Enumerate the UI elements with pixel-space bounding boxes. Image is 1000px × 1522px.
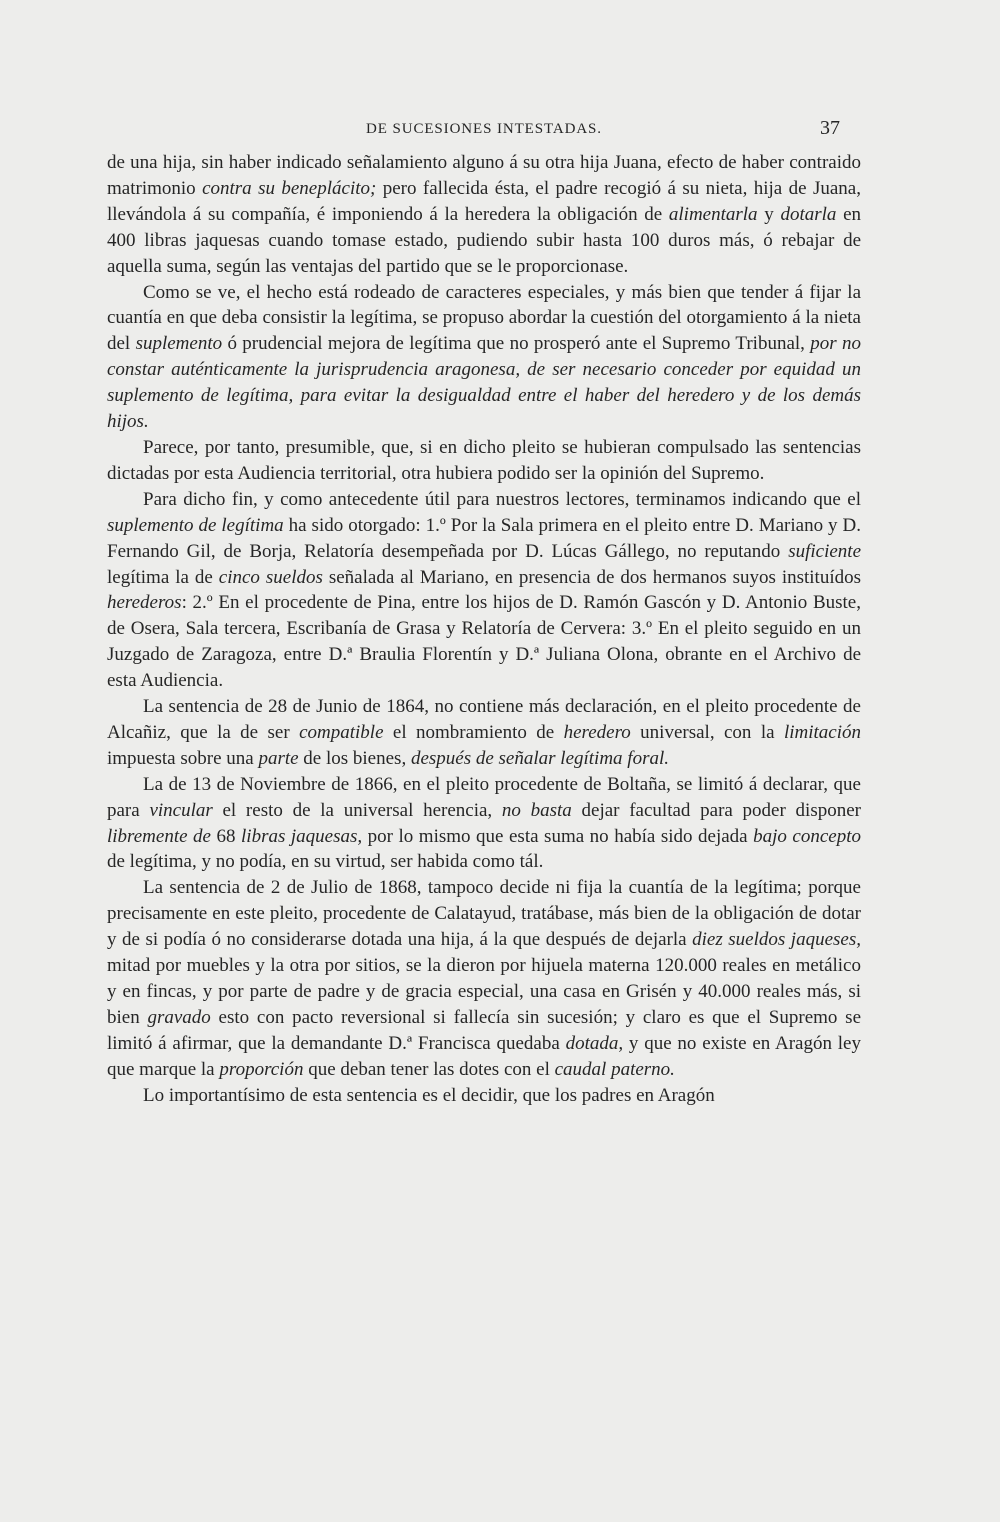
running-title: DE SUCESIONES INTESTADAS. [366,121,602,137]
text-run: de los bienes, [298,747,411,769]
paragraph [107,875,861,1082]
text-run: el nombramiento de [383,721,564,743]
text-run: el resto de la universal herencia, [212,799,502,821]
text-run: Parece, por tanto, presumible, que, si en dicho pleito se hubieran compulsado las sentencias dictadas por esta Audiencia territorial, otra hubiera podido ser la opinión del Supremo. [107,436,861,484]
italic-run: gravado [147,1006,211,1028]
text-run: por lo mismo que esta suma no había sido dejada [362,825,754,847]
text-run: impuesta sobre una [107,747,259,769]
text-run: señalada al Mariano, en presencia de dos hermanos suyos instituídos [322,566,862,588]
text-run: en 400 libras jaquesas cuando tomase estado, pudiendo subir hasta 100 duros más, ó rebajar de aquella suma, según las ventajas del partido que se le proporcionase. [107,203,862,277]
italic-run: dotarla [780,203,837,225]
text-run: mitad por muebles y la otra por sitios, se la dieron por hijuela materna 120.000 reales en metálico y en fincas, y por parte de padre y de gracia especial, una casa en Grisén y 40.000 reales más, si bien [107,955,861,1028]
italic-run: bajo concepto [753,825,862,847]
text-run: que deban tener las dotes con el [303,1058,555,1080]
italic-run: vincular [149,799,213,821]
italic-run: heredero [563,721,631,743]
text-run: ó prudencial mejora de legítima que no prosperó ante el Supremo Tribunal, [222,333,811,355]
italic-run: diez sueldos jaqueses, [692,929,861,951]
paragraph [107,435,861,487]
paragraph [107,694,861,772]
paragraph [107,280,861,435]
italic-run: dotada, [565,1032,624,1054]
italic-run: limitación [783,721,861,743]
paragraph [107,1083,861,1109]
italic-run: libras jaquesas, [241,825,363,847]
text-run: y que no existe en Aragón ley que marque la [107,1032,861,1080]
text-run: de una hija, sin haber indicado señalamiento alguno á su otra hija Juana, efecto de haber contraido matrimonio [107,152,861,199]
text-run: Como se ve, el hecho está rodeado de caracteres especiales, y más bien que tender á fijar la cuantía en que deba consistir la legítima, se propuso abordar la cuestión del otorgamiento á la nieta del [107,281,861,355]
paragraph [107,150,861,280]
text-run: pero fallecida ésta, el padre recogió á su nieta, hija de Juana, llevándola á su compañía, é imponiendo á la heredera la obligación de [107,177,861,225]
text-run: y [757,203,781,225]
italic-run: compatible [299,721,384,743]
text-run: ha sido otorgado: 1.º Por la Sala primera en el pleito entre D. Mariano y D. Fernando Gil, de Borja, Relatoría desempeñada por D. Lúcas Gállego, no reputando [107,514,861,562]
italic-run: proporción [219,1058,304,1080]
italic-run: alimentarla [668,203,758,225]
text-run: universal, con la [630,721,784,743]
text-run: : 2.º En el procedente de Pina, entre los hijos de D. Ramón Gascón y D. Antonio Buste, de Osera, Sala tercera, Escribanía de Grasa y Relatoría de Cervera: 3.º En el pleito seguido en un Juzgado de Zaragoza, entre D.ª Braulia Florentín y D.ª Juliana Olona, obrante en el Archivo de esta Audiencia. [107,592,861,692]
italic-run: contra su beneplácito; [202,177,377,199]
text-run: de legítima, y no podía, en su virtud, ser habida como tál. [107,851,544,873]
italic-run: suplemento [135,333,223,355]
italic-run: parte [258,747,299,769]
paragraph [107,487,861,694]
italic-run: suplemento de legítima [107,514,284,536]
text-run: La sentencia de 2 de Julio de 1868, tampoco decide ni fija la cuantía de la legítima; porque precisamente en este pleito, procedente de Calatayud, tratábase, más bien de la obligación de dotar y de si podía ó no considerarse dotada una hija, á la que después de dejarla [107,877,861,951]
italic-run: libremente de [107,825,211,847]
text-run: 68 [211,825,242,847]
text-run: La de 13 de Noviembre de 1866, en el pleito procedente de Boltaña, se limitó á declarar, que para [107,773,861,821]
body-text [107,150,861,1109]
italic-run: caudal paterno. [554,1058,675,1080]
page-number: 37 [820,117,840,139]
italic-run: cinco sueldos [218,566,323,588]
italic-run: herederos [107,592,182,614]
page-header [108,117,860,143]
text-run: La sentencia de 28 de Junio de 1864, no contiene más declaración, en el pleito procedente de Alcañiz, que la de ser [107,696,861,743]
text-run: dejar facultad para poder disponer [571,799,861,821]
italic-run: no basta [501,799,572,821]
paragraph [107,772,861,876]
text-run: esto con pacto reversional si fallecía sin sucesión; y claro es que el Supremo se limitó á afirmar, que la demandante D.ª Francisca quedaba [107,1006,861,1054]
italic-run: después de señalar legítima foral. [410,747,670,769]
text-run: legítima la de [107,566,219,588]
italic-run: suficiente [788,540,861,562]
text-run: Lo importantísimo de esta sentencia es el decidir, que los padres en Aragón [143,1084,715,1106]
text-run: Para dicho fin, y como antecedente útil para nuestros lectores, terminamos indicando que el [143,488,861,510]
italic-run: por no constar auténticamente la jurisprudencia aragonesa, de ser necesario conceder por equidad un suplemento de legítima, para evitar la desigualdad entre el haber del heredero y de los demás hijos. [107,333,861,433]
